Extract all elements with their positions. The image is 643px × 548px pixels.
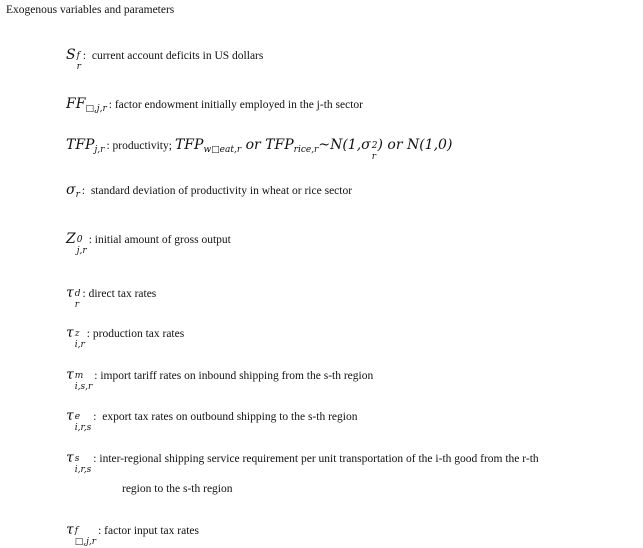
- description-continuation: region to the s-th region: [122, 483, 233, 495]
- symbol: FF □,j,r: [66, 96, 107, 114]
- symbol: τ f □,j,r: [66, 522, 97, 547]
- item-shipping-requirement: τ s i,r,s : inter-regional shipping service requirement per unit transportation of the i-th good from the r-th: [66, 450, 539, 475]
- symbol: τ d r: [66, 285, 81, 310]
- symbol: TFP j,r: [66, 137, 105, 155]
- item-direct-tax: τ d r : direct tax rates: [66, 285, 157, 310]
- symbol: τ z i,r: [66, 325, 85, 350]
- item-current-account: S f r : current account deficits in US dollars: [66, 47, 264, 72]
- description: production tax rates: [92, 328, 185, 340]
- item-export-tax: τ e i,r,s : export tax rates on outbound shipping to the s-th region: [66, 408, 358, 433]
- symbol: Z 0 j,r: [66, 231, 87, 256]
- description: export tax rates on outbound shipping to the s-th region: [102, 411, 358, 423]
- item-production-tax: τ z i,r : production tax rates: [66, 325, 185, 350]
- description: initial amount of gross output: [94, 234, 231, 246]
- symbol: τ m i,s,r: [66, 367, 93, 392]
- symbol: τ e i,r,s: [66, 408, 92, 433]
- symbol: τ s i,r,s: [66, 450, 92, 475]
- description: direct tax rates: [88, 288, 157, 300]
- description: current account deficits in US dollars: [91, 50, 264, 62]
- symbol: σ r: [66, 182, 80, 200]
- item-factor-input-tax: τ f □,j,r : factor input tax rates: [66, 522, 199, 547]
- section-heading: Exogenous variables and parameters: [6, 4, 175, 16]
- description: factor input tax rates: [104, 525, 199, 537]
- description: factor endowment initially employed in the j-th sector: [114, 99, 363, 111]
- description: productivity;: [112, 140, 172, 152]
- symbol: S f r: [66, 47, 81, 72]
- item-std-deviation: σ r : standard deviation of productivity in wheat or rice sector: [66, 182, 353, 200]
- item-gross-output: Z 0 j,r : initial amount of gross output: [66, 231, 231, 256]
- item-productivity: TFP j,r : productivity; $TFP_{w□eat,r}$ or $TFP_{rice,r}\sim N(1,\sigma$ 2 r ) or N(1,0): [66, 137, 453, 162]
- productivity-distribution: $TFP_{w□eat,r}$ or $TFP_{rice,r}\sim N(1,\sigma$ 2 r ) or N(1,0): [174, 137, 453, 162]
- item-import-tariff: τ m i,s,r : import tariff rates on inbound shipping from the s-th region: [66, 367, 374, 392]
- item-factor-endowment: FF □,j,r : factor endowment initially employed in the j-th sector: [66, 96, 363, 114]
- description: import tariff rates on inbound shipping from the s-th region: [100, 370, 374, 382]
- description: inter-regional shipping service requirement per unit transportation of the i-th good from the r-th: [99, 453, 539, 465]
- description: standard deviation of productivity in wheat or rice sector: [90, 185, 353, 197]
